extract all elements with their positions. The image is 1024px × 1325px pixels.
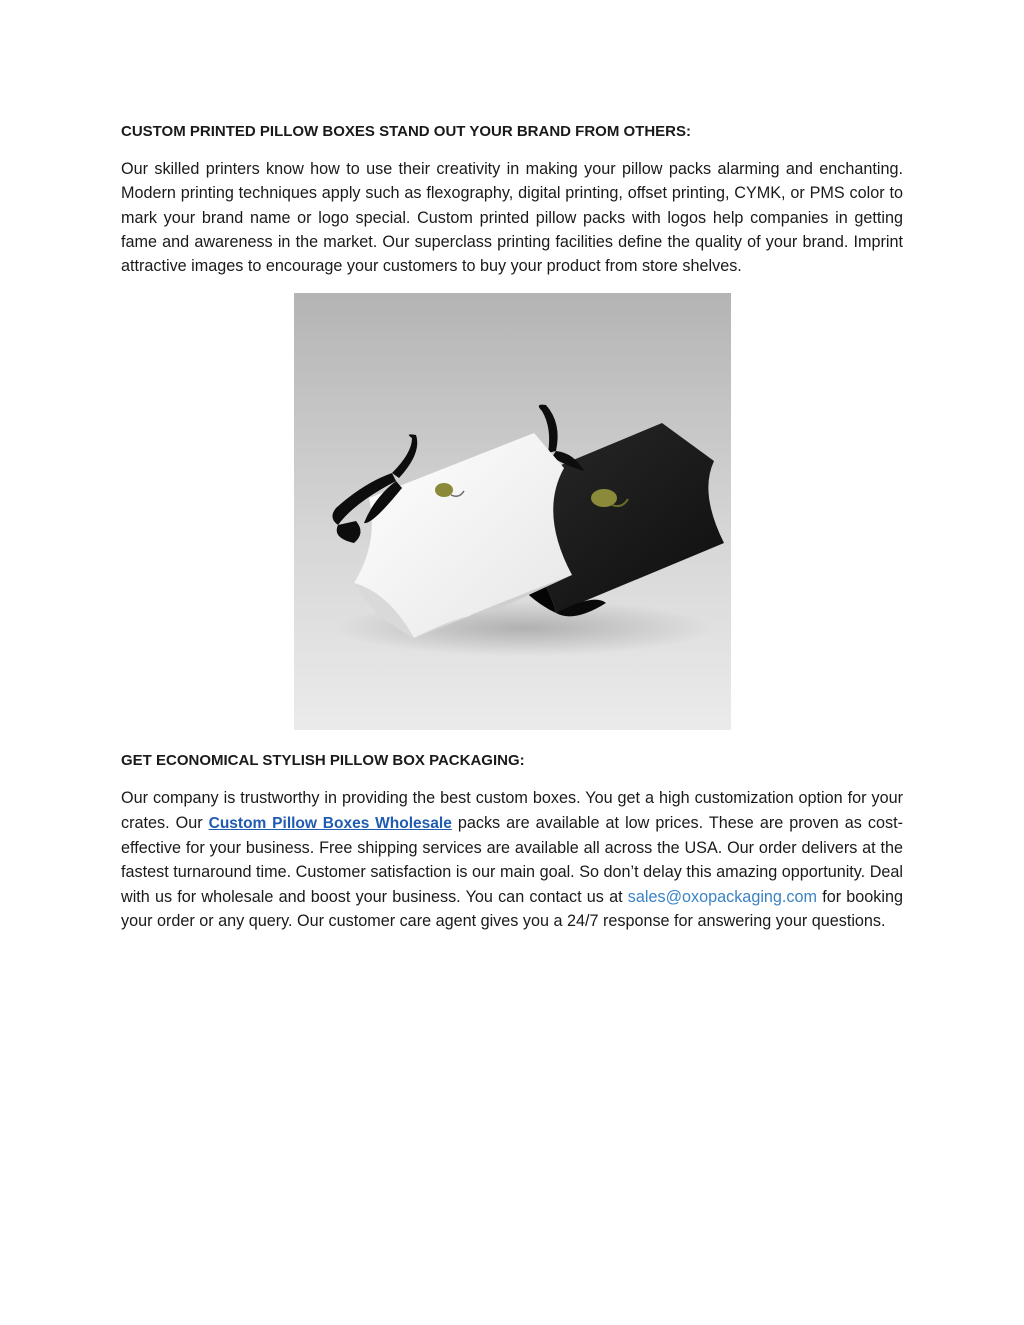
section-body-custom-printed: Our skilled printers know how to use their creativity in making your pillow packs alarming and enchanting. Modern printing techniques apply such as flexography, digital printing, offset printing, CYMK, or PMS color to mark your brand name or logo special. Custom printed pillow packs with logos help companies in getting fame and awareness in the market. Our superclass printing facilities define the quality of your brand. Imprint attractive images to encourage your customers to buy your product from store shelves.: [121, 160, 903, 276]
document-page: [121, 122, 903, 933]
section-heading-economical: GET ECONOMICAL STYLISH PILLOW BOX PACKAGING:: [121, 752, 525, 770]
custom-pillow-boxes-wholesale-link[interactable]: Custom Pillow Boxes Wholesale: [208, 814, 452, 832]
body-text-part2: packs are available at low prices. These are proven as cost-effective for your business. Free shipping services are available all across the USA. Our order delivers at the fastest turnaround time. Customer satisfaction is our main goal. So don’t delay this amazing opportunity. Deal with us for wholesale and boost your business. You can contact us at: [121, 813, 904, 906]
white-box-logo: [435, 483, 453, 497]
body-text-part3: for booking your order or any query. Our customer care agent gives you a 24/7 response for answering your questions.: [121, 887, 903, 930]
pillow-boxes-photo: [294, 293, 731, 730]
section-body-economical: [121, 786, 903, 933]
section-heading-custom-printed: CUSTOM PRINTED PILLOW BOXES STAND OUT YOUR BRAND FROM OTHERS:: [121, 123, 692, 140]
body-text-part1: Our company is trustworthy in providing the best custom boxes. You get a high customization option for your crates. Our: [121, 789, 903, 832]
black-box-logo: [591, 489, 617, 507]
email-link[interactable]: sales@oxopackaging.com: [627, 887, 817, 906]
